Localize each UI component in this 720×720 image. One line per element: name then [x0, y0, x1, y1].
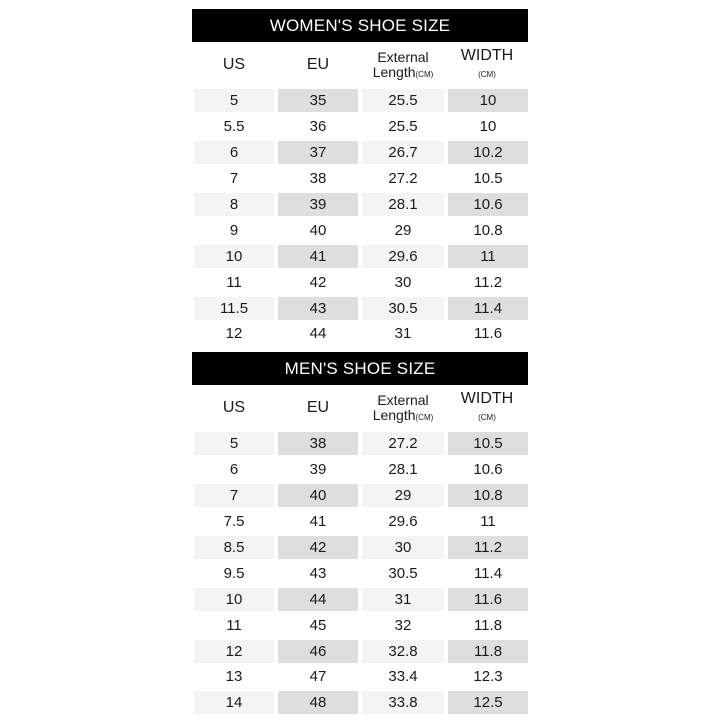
eu-cell: 42 [309, 273, 327, 291]
us-cell: 11 [226, 273, 242, 291]
length-cell: 30.5 [388, 564, 418, 582]
length-cell: 29 [362, 484, 444, 507]
eu-cell: 40 [278, 484, 358, 507]
width-cell: 10.8 [448, 484, 528, 507]
eu-cell: 47 [309, 668, 327, 686]
length-cell: 29.6 [362, 245, 444, 268]
women-size-table [192, 9, 528, 347]
width-cell: 10.8 [473, 221, 503, 239]
eu-cell: 35 [278, 89, 358, 112]
eu-cell: 38 [309, 170, 327, 188]
width-cell: 11.6 [473, 325, 503, 343]
width-cell: 12.3 [473, 668, 503, 686]
table-row [192, 483, 528, 509]
us-cell: 12 [225, 325, 243, 343]
width-cell: 11.4 [448, 297, 528, 320]
table-row [192, 114, 528, 140]
width-cell: 11.8 [448, 640, 528, 663]
us-cell: 5.5 [223, 118, 245, 136]
women-header-row [192, 42, 528, 88]
length-cell: 29 [394, 221, 412, 239]
eu-cell: 41 [309, 513, 327, 531]
width-cell: 11.2 [473, 273, 503, 291]
length-cell: 33.4 [388, 668, 418, 686]
width-cell: 11 [480, 513, 496, 531]
us-column-header: US [222, 55, 246, 73]
us-cell: 7 [194, 484, 274, 507]
eu-cell: 43 [278, 297, 358, 320]
length-cell: 31 [362, 588, 444, 611]
width-cell: 10 [479, 118, 497, 136]
eu-column-header: EU [306, 398, 330, 416]
length-cell: 26.7 [362, 141, 444, 164]
width-column-header [446, 391, 528, 425]
table-row [192, 638, 528, 664]
width-cell: 11.6 [448, 588, 528, 611]
eu-column-header: EU [306, 55, 330, 73]
us-cell: 7 [229, 170, 239, 188]
length-header-sub: Length [372, 64, 416, 80]
us-cell: 9 [229, 221, 239, 239]
us-cell: 8.5 [194, 536, 274, 559]
eu-cell: 44 [309, 325, 327, 343]
table-row [192, 295, 528, 321]
table-row [192, 690, 528, 716]
eu-cell: 36 [309, 118, 327, 136]
eu-cell: 42 [278, 536, 358, 559]
table-row [192, 217, 528, 243]
width-header-main: WIDTH [460, 47, 514, 65]
length-cell: 27.2 [388, 170, 418, 188]
us-column-header: US [222, 398, 246, 416]
women-table-title: WOMEN'S SHOE SIZE [192, 9, 528, 42]
eu-cell: 45 [309, 616, 327, 634]
eu-cell: 39 [309, 461, 327, 479]
table-row [192, 509, 528, 535]
table-row [192, 269, 528, 295]
us-cell: 11 [226, 616, 242, 634]
width-cell: 10.5 [448, 432, 528, 455]
eu-cell: 38 [278, 432, 358, 455]
eu-cell: 46 [278, 640, 358, 663]
us-cell: 13 [225, 668, 243, 686]
men-size-table [192, 352, 528, 716]
length-cell: 30.5 [362, 297, 444, 320]
us-cell: 11.5 [194, 297, 274, 320]
eu-cell: 48 [278, 691, 358, 714]
table-row [192, 88, 528, 114]
width-cell: 10.2 [448, 141, 528, 164]
table-row [192, 586, 528, 612]
table-row [192, 457, 528, 483]
us-cell: 6 [229, 461, 239, 479]
eu-cell: 37 [278, 141, 358, 164]
table-row [192, 664, 528, 690]
length-cell: 32.8 [362, 640, 444, 663]
us-cell: 9.5 [223, 564, 245, 582]
eu-cell: 43 [309, 564, 327, 582]
eu-cell: 44 [278, 588, 358, 611]
men-table-body [192, 431, 528, 716]
us-cell: 10 [194, 245, 274, 268]
us-cell: 14 [194, 691, 274, 714]
table-row [192, 431, 528, 457]
length-header-sub: Length [372, 407, 416, 423]
width-cell: 10 [448, 89, 528, 112]
men-table-title: MEN'S SHOE SIZE [192, 352, 528, 385]
width-cell: 11 [448, 245, 528, 268]
us-cell: 12 [194, 640, 274, 663]
table-row [192, 166, 528, 192]
length-header-main: External [377, 392, 429, 409]
length-cell: 27.2 [362, 432, 444, 455]
length-cell: 30 [394, 273, 412, 291]
width-cell: 12.5 [448, 691, 528, 714]
width-cell: 10.6 [473, 461, 503, 479]
length-cell: 28.1 [388, 461, 418, 479]
length-cell: 33.8 [362, 691, 444, 714]
length-cell: 25.5 [362, 89, 444, 112]
table-row [192, 243, 528, 269]
length-cell: 32 [394, 616, 412, 634]
us-cell: 10 [194, 588, 274, 611]
table-row [192, 612, 528, 638]
length-header-unit: (CM) [415, 70, 434, 79]
length-cell: 30 [362, 536, 444, 559]
us-cell: 7.5 [223, 513, 245, 531]
table-row [192, 321, 528, 347]
width-cell: 10.5 [473, 170, 503, 188]
table-row [192, 140, 528, 166]
width-header-unit: (CM) [478, 70, 496, 79]
length-cell: 29.6 [388, 513, 418, 531]
us-cell: 5 [194, 432, 274, 455]
length-header-main: External [377, 49, 429, 66]
length-column-header [360, 393, 446, 422]
men-header-row [192, 385, 528, 431]
us-cell: 6 [194, 141, 274, 164]
eu-cell: 40 [309, 221, 327, 239]
width-cell: 11.4 [473, 564, 503, 582]
eu-cell: 41 [278, 245, 358, 268]
width-column-header [446, 48, 528, 82]
table-row [192, 192, 528, 218]
width-cell: 10.6 [448, 193, 528, 216]
table-row [192, 560, 528, 586]
length-cell: 31 [394, 325, 412, 343]
length-column-header [360, 50, 446, 79]
width-header-main: WIDTH [460, 390, 514, 408]
length-cell: 28.1 [362, 193, 444, 216]
width-cell: 11.2 [448, 536, 528, 559]
table-row [192, 535, 528, 561]
width-cell: 11.8 [473, 616, 503, 634]
us-cell: 5 [194, 89, 274, 112]
eu-cell: 39 [278, 193, 358, 216]
width-header-unit: (CM) [478, 413, 496, 422]
length-header-unit: (CM) [415, 413, 434, 422]
women-table-body [192, 88, 528, 347]
us-cell: 8 [194, 193, 274, 216]
length-cell: 25.5 [388, 118, 418, 136]
